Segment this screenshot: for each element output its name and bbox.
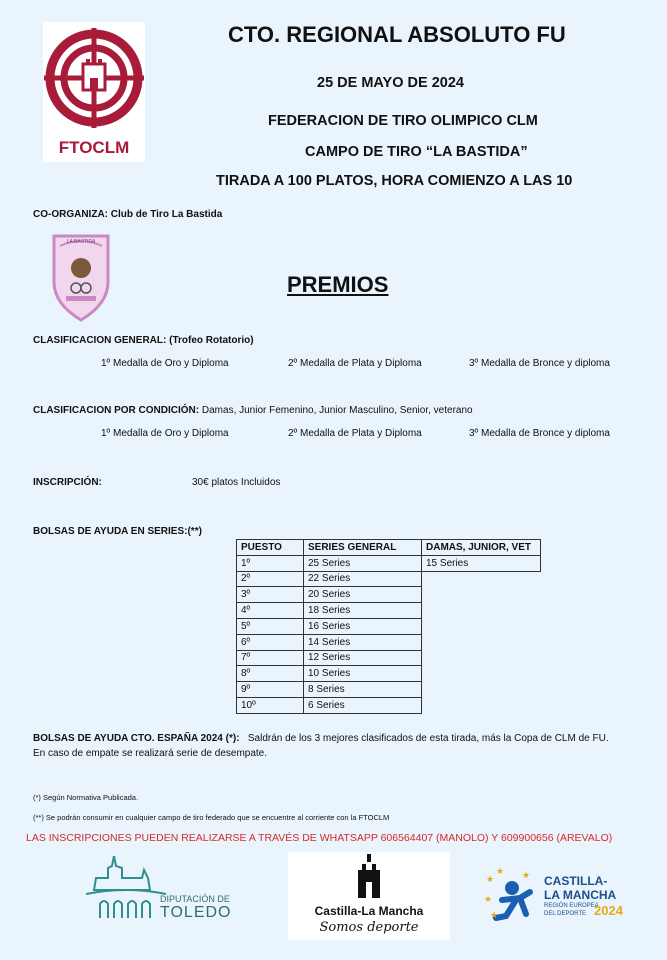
bolsas-espana-label: BOLSAS DE AYUDA CTO. ESPAÑA 2024 (*): — [33, 733, 240, 744]
table-row — [237, 603, 541, 619]
table-cell-general: 20 Series — [304, 587, 422, 603]
table-cell-empty — [422, 650, 541, 666]
table-cell-general: 16 Series — [304, 618, 422, 634]
clm-castle-icon — [288, 852, 450, 904]
table-cell-puesto: 6º — [237, 634, 304, 650]
table-cell-empty — [422, 603, 541, 619]
svg-text:★: ★ — [486, 874, 495, 884]
table-cell-puesto: 4º — [237, 603, 304, 619]
table-cell-general: 25 Series — [304, 555, 422, 571]
region-europea-logo — [482, 868, 632, 932]
table-cell-puesto: 10º — [237, 697, 304, 713]
table-cell-empty — [422, 571, 541, 587]
coorganiza-line — [33, 209, 222, 220]
table-header-damas-junior-vet: DAMAS, JUNIOR, VET — [422, 540, 541, 556]
club-shield-icon — [52, 232, 110, 322]
club-shield-text: LA BASTIDA — [66, 239, 96, 245]
bolsas-espana-text: Saldrán de los 3 mejores clasificados de esta tirada, más la Copa de CLM de FU. — [247, 733, 609, 744]
prize-3-condicion: 3º Medalla de Bronce y diploma — [469, 428, 610, 439]
bolsas-espana-line — [33, 733, 609, 744]
table-row — [237, 587, 541, 603]
table-cell-puesto: 8º — [237, 666, 304, 682]
event-details: TIRADA A 100 PLATOS, HORA COMIENZO A LAS 10 — [216, 173, 573, 189]
clasificacion-condicion-label: CLASIFICACION POR CONDICIÓN: — [33, 405, 200, 416]
table-row — [237, 666, 541, 682]
region-line2: LA MANCHA — [544, 888, 617, 902]
federation-name: FEDERACION DE TIRO OLIMPICO CLM — [268, 113, 538, 129]
table-row — [237, 697, 541, 713]
event-date: 25 DE MAYO DE 2024 — [317, 75, 464, 91]
svg-text:★: ★ — [496, 868, 505, 876]
region-line3: REGIÓN EUROPEA — [544, 903, 599, 909]
coorganiza-label: CO-ORGANIZA: — [33, 209, 108, 220]
region-year: 2024 — [594, 903, 623, 918]
bolsas-series-label: BOLSAS DE AYUDA EN SERIES:(**) — [33, 526, 202, 537]
table-cell-puesto: 3º — [237, 587, 304, 603]
table-cell-empty — [422, 666, 541, 682]
table-header-series-general: SERIES GENERAL — [304, 540, 422, 556]
coorganiza-value: Club de Tiro La Bastida — [110, 209, 223, 220]
clm-logo — [288, 852, 450, 940]
table-row — [237, 618, 541, 634]
table-cell-puesto: 1º — [237, 555, 304, 571]
premios-heading: PREMIOS — [287, 272, 389, 297]
table-cell-general: 12 Series — [304, 650, 422, 666]
prize-1-condicion: 1º Medalla de Oro y Diploma — [101, 428, 229, 439]
table-header-puesto: PUESTO — [237, 540, 304, 556]
svg-text:★: ★ — [522, 870, 531, 880]
note-2: (**) Se podrán consumir en cualquier campo de tiro federado que se encuentre al corriente con la FTOCLM — [33, 813, 390, 822]
runner-stars-icon — [482, 868, 542, 930]
table-row — [237, 682, 541, 698]
table-cell-general: 6 Series — [304, 697, 422, 713]
clasificacion-general-note: (Trofeo Rotatorio) — [169, 335, 254, 346]
table-cell-damas: 15 Series — [422, 555, 541, 571]
toledo-line1: DIPUTACIÓN DE — [160, 894, 230, 904]
table-cell-puesto: 9º — [237, 682, 304, 698]
club-shield-logo — [52, 232, 110, 327]
table-cell-empty — [422, 697, 541, 713]
table-row — [237, 571, 541, 587]
bolsas-espana-text2: En caso de empate se realizará serie de desempate. — [33, 748, 268, 759]
table-cell-empty — [422, 618, 541, 634]
toledo-logo — [86, 856, 236, 924]
prize-1-general: 1º Medalla de Oro y Diploma — [101, 358, 229, 369]
svg-text:★: ★ — [490, 910, 499, 920]
prize-2-condicion: 2º Medalla de Plata y Diploma — [288, 428, 422, 439]
table-cell-empty — [422, 587, 541, 603]
prize-3-general: 3º Medalla de Bronce y diploma — [469, 358, 610, 369]
clasificacion-general-line — [33, 335, 254, 346]
table-cell-empty — [422, 634, 541, 650]
toledo-line2: TOLEDO — [160, 904, 232, 921]
table-cell-general: 10 Series — [304, 666, 422, 682]
clm-slogan: Somos deporte — [319, 920, 419, 935]
table-row — [237, 555, 541, 571]
table-cell-general: 22 Series — [304, 571, 422, 587]
inscripcion-value: 30€ platos Incluidos — [192, 477, 281, 488]
series-table — [236, 539, 541, 714]
table-cell-puesto: 7º — [237, 650, 304, 666]
clm-name: Castilla-La Mancha — [314, 904, 424, 918]
table-row — [237, 650, 541, 666]
region-line4: DEL DEPORTE — [544, 911, 587, 917]
table-row — [237, 634, 541, 650]
whatsapp-notice: LAS INSCRIPCIONES PUEDEN REALIZARSE A TRAVÉS DE WHATSAPP 606564407 (MANOLO) Y 609900656 (AREVALO) — [26, 832, 613, 844]
ftoclm-logo — [43, 22, 145, 162]
logo-text: FTOCLM — [58, 138, 130, 157]
svg-text:★: ★ — [484, 894, 493, 904]
table-cell-general: 18 Series — [304, 603, 422, 619]
venue-name: CAMPO DE TIRO “LA BASTIDA” — [305, 144, 528, 160]
region-line1: CASTILLA- — [544, 874, 608, 888]
table-cell-general: 8 Series — [304, 682, 422, 698]
prize-2-general: 2º Medalla de Plata y Diploma — [288, 358, 422, 369]
table-cell-empty — [422, 682, 541, 698]
table-cell-puesto: 5º — [237, 618, 304, 634]
note-1: (*) Según Normativa Publicada. — [33, 793, 139, 802]
table-cell-general: 14 Series — [304, 634, 422, 650]
inscripcion-label: INSCRIPCIÓN: — [33, 477, 102, 488]
table-header-row — [237, 540, 541, 556]
clasificacion-condicion-line — [33, 405, 473, 416]
clasificacion-condicion-categories: Damas, Junior Femenino, Junior Masculino, Senior, veterano — [201, 405, 473, 416]
page-title: CTO. REGIONAL ABSOLUTO FU — [228, 22, 566, 47]
table-cell-puesto: 2º — [237, 571, 304, 587]
clasificacion-general-label: CLASIFICACION GENERAL: — [33, 335, 167, 346]
